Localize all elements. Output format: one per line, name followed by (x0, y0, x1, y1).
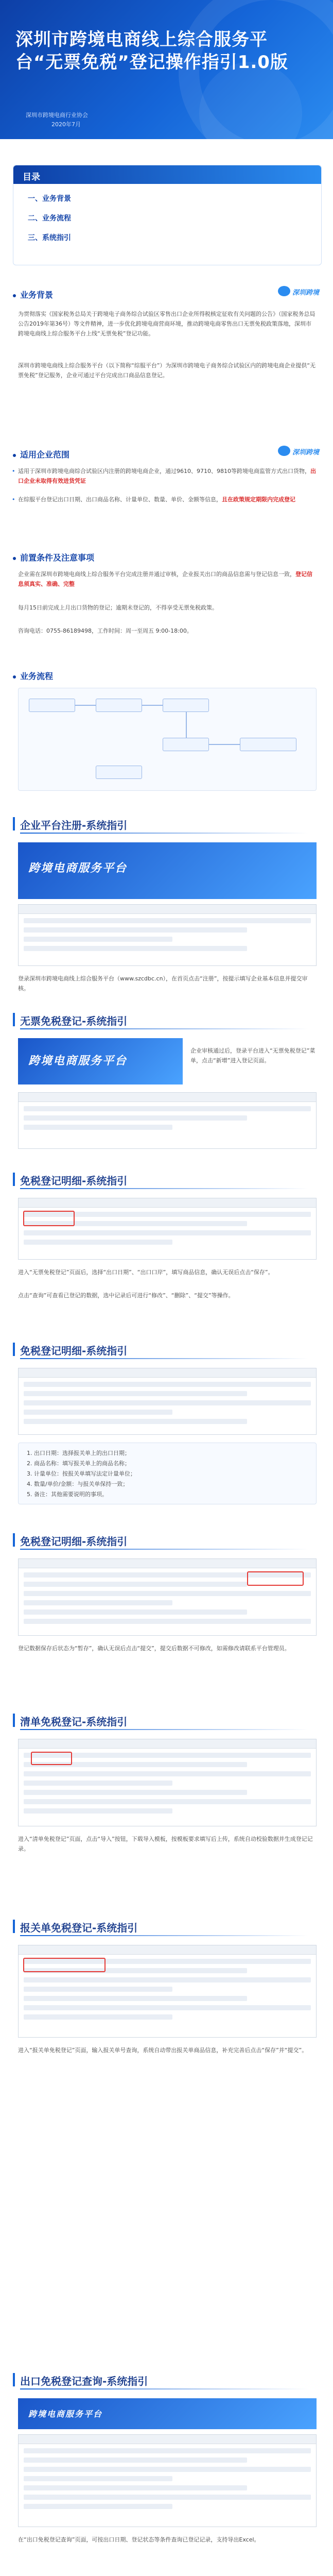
cautions-paragraph: 企业需在深圳市跨境电商线上综合服务平台完成注册并通过审核，企业报关出口的商品信息需与登记信息一致，登记信息须真实、准确、完整 (18, 571, 312, 587)
section-heading-scope: 适用企业范围 (13, 448, 69, 460)
field-item: 2. 商品名称：填写报关单上的商品名称； (27, 1460, 130, 1467)
highlight-box (247, 1571, 304, 1586)
cover (0, 0, 333, 139)
field-item: 5. 备注：其他需要说明的事项。 (27, 1491, 108, 1498)
toc-item[interactable]: 三、系统指引 (28, 234, 71, 242)
highlight-box (23, 1958, 106, 1972)
taxfree-note: 企业审核通过后，登录平台进入“无票免税登记”菜单，点击“新增”进入登记页面。 (190, 1047, 316, 1064)
guide-heading-detail: 免税登记明细-系统指引 (13, 1170, 322, 1190)
query-note: 在“出口免税登记查询”页面，可按出口日期、登记状态等条件查询已登记记录，支持导出Excel。 (18, 2536, 260, 2543)
submit-screenshot (18, 1558, 317, 1636)
background-paragraph: 为贯彻落实《国家税务总局关于跨境电子商务综合试验区零售出口企业所得税核定征收有关问题的公告》（国家税务总局公告2019年第36号）等文件精神，进一步优化跨境电商营商环境，推动跨境电商零售出口无票免税政策落地，深圳市跨境电商线上综合服务平台上线“无票免税”登记功能。 (18, 311, 316, 337)
toc-item[interactable]: 二、业务流程 (28, 214, 71, 223)
section-heading-background: 业务背景 (13, 289, 53, 300)
customs-note: 进入“报关单免税登记”页面，输入报关单号查询，系统自动带出报关单商品信息，补充完善后点击“保存”并“提交”。 (18, 2047, 308, 2054)
cautions-paragraph: 每月15日前完成上月出口货物的登记；逾期未登记的，不得享受无票免税政策。 (18, 604, 218, 611)
flow-node (96, 766, 142, 779)
register-note: 登录深圳市跨境电商线上综合服务平台（www.szcdbc.cn），在首页点击“注册”，按提示填写企业基本信息并提交审核。 (18, 975, 308, 992)
toc-item[interactable]: 一、业务背景 (28, 195, 71, 203)
guide-heading-taxfree: 无票免税登记-系统指引 (13, 1010, 322, 1030)
guide-heading-detail-2: 免税登记明细-系统指引 (13, 1340, 322, 1360)
flow-node (163, 699, 209, 712)
field-item: 1. 出口日期：选择报关单上的出口日期； (27, 1450, 130, 1456)
detail-note: 进入“无票免税登记”页面后，选择“出口日期”、“出口口岸”，填写商品信息，确认无误后点击“保存”。 (18, 1269, 274, 1276)
toc-heading: 目录 (13, 165, 321, 184)
process-flow-diagram (18, 688, 317, 791)
field-item: 4. 数量/单价/金额：与报关单保持一致； (27, 1481, 129, 1487)
taxfree-screenshot (18, 1092, 317, 1149)
logo: 深圳跨境 (278, 444, 324, 457)
list-note: 进入“清单免税登记”页面，点击“导入”按钮，下载导入模板，按模板要求填写后上传，系统自动校验数据并生成登记记录。 (18, 1836, 313, 1852)
cover-company: 深圳市跨境电商行业协会 (26, 112, 88, 118)
section-heading-cautions: 前置条件及注意事项 (13, 551, 94, 563)
flow-node (29, 699, 75, 712)
scope-item: • 适用于深圳市跨境电商综合试验区内注册的跨境电商企业，通过9610、9710、9810等跨境电商监管方式出口货物，出口企业未取得有效进货凭证 (18, 466, 317, 486)
platform-banner: 跨境电商服务平台 (18, 1038, 183, 1084)
flow-node (96, 699, 142, 712)
logo: 深圳跨境 (278, 284, 324, 298)
detail-screenshot (18, 1198, 317, 1260)
field-list (18, 1443, 317, 1504)
platform-banner: 跨境电商服务平台 (18, 2398, 317, 2429)
guide-heading-detail-3: 免税登记明细-系统指引 (13, 1530, 322, 1551)
cautions-paragraph: 咨询电话：0755-86189498，工作时间：周一至周五 9:00-18:00。 (18, 628, 192, 634)
highlight-box (23, 1211, 75, 1226)
flow-node (163, 738, 209, 751)
flow-node (240, 738, 296, 751)
query-screenshot (18, 2434, 317, 2527)
detail-form-screenshot (18, 1368, 317, 1435)
scope-item: • 在综服平台登记出口日期、出口商品名称、计量单位、数量、单价、金额等信息，且在政策规定期限内完成登记 (18, 495, 317, 504)
cover-date: 2020年7月 (51, 121, 81, 128)
guide-heading-list: 清单免税登记-系统指引 (13, 1710, 322, 1731)
flow-connector (209, 744, 240, 745)
flow-connector (75, 705, 96, 706)
background-paragraph: 深圳市跨境电商线上综合服务平台（以下简称“综服平台”）为深圳市跨境电子商务综合试验区内的跨境电商企业提供“无票免税”登记服务，企业可通过平台完成出口商品信息登记。 (18, 362, 316, 379)
guide-heading-query: 出口免税登记查询-系统指引 (13, 2370, 322, 2391)
table-of-contents (13, 165, 322, 265)
field-item: 3. 计量单位：按报关单填写法定计量单位； (27, 1470, 136, 1477)
guide-heading-register: 企业平台注册-系统指引 (13, 814, 322, 835)
platform-banner: 跨境电商服务平台 (18, 842, 317, 899)
submit-note: 登记数据保存后状态为“暂存”，确认无误后点击“提交”，提交后数据不可修改，如需修改请联系平台管理员。 (18, 1645, 290, 1652)
flow-connector (142, 705, 163, 706)
detail-note: 点击“查询”可查看已登记的数据，选中记录后可进行“修改”、“删除”、“提交”等操作。 (18, 1292, 234, 1299)
section-heading-process: 业务流程 (13, 670, 53, 682)
cover-title: 深圳市跨境电商线上综合服务平台“无票免税”登记操作指引1.0版 (15, 29, 288, 73)
flow-connector (186, 712, 187, 738)
guide-heading-customs: 报关单免税登记-系统指引 (13, 1917, 322, 1937)
highlight-box (31, 1752, 72, 1765)
register-screenshot (18, 904, 317, 966)
